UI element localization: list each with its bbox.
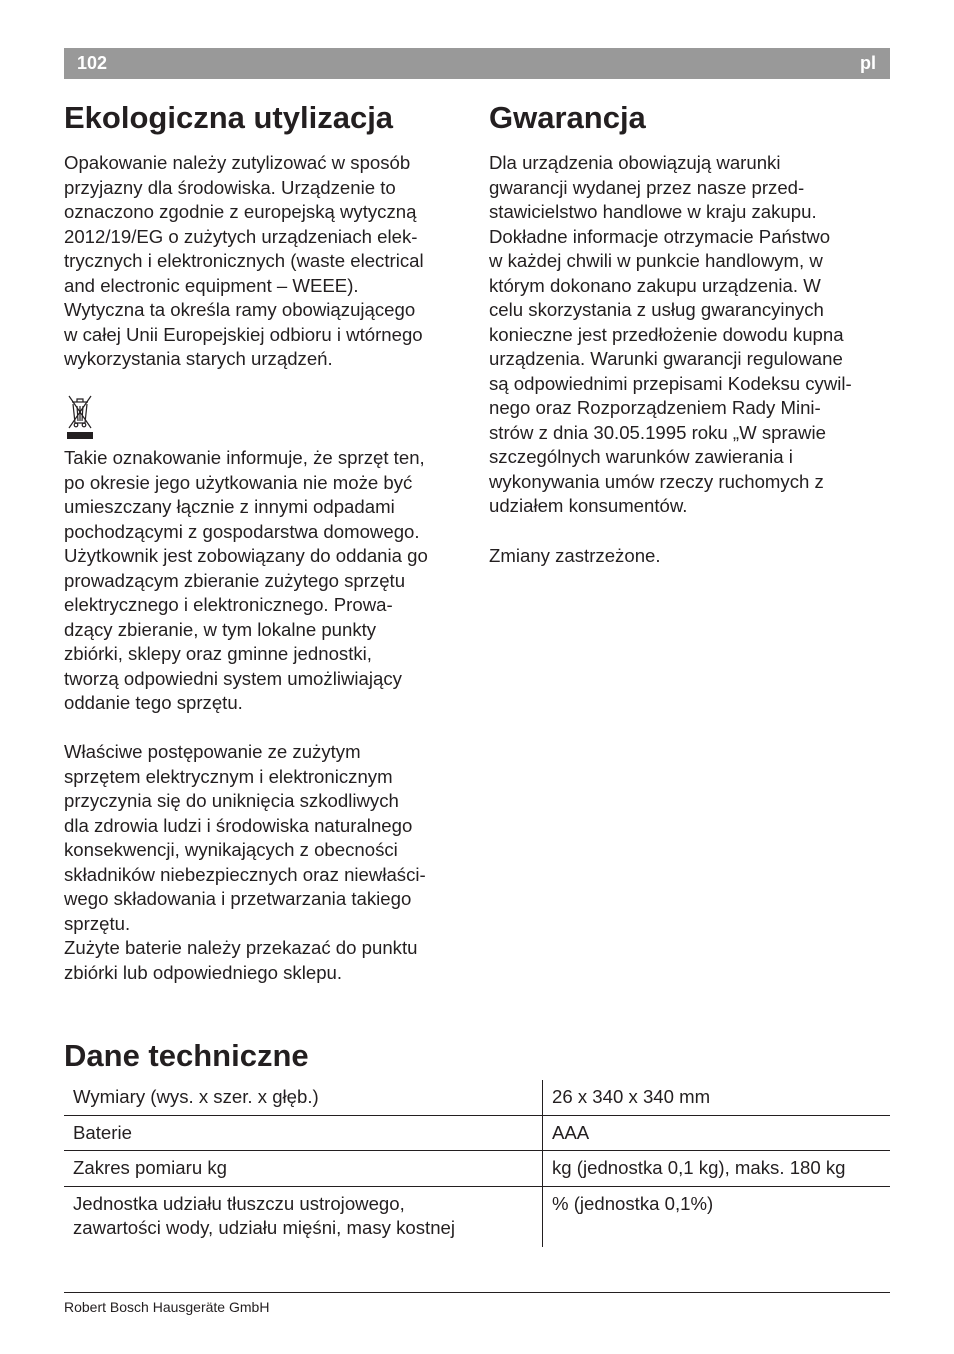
page-header-bar — [64, 48, 890, 79]
footer-divider — [64, 1292, 890, 1293]
disposal-paragraph-3: Właściwe postępowanie ze zużytym sprzętem elektrycznym i elektronicznym przyczynia się do uniknięcia szkodliwych dla zdrowia ludzi i środowiska naturalnego konsekwencji, wynikających z obecności składników niebezpiecznych oraz niewłaści- wego składowania i przetwarzania takiego sprzętu. Zużyte baterie należy przekazać do punktu zbiórki lub odpowiedniego sklepu. — [64, 741, 426, 983]
warranty-paragraph-1: Dla urządzenia obowiązują warunki gwarancji wydanej przez nasze przed- stawicielstwo handlowe w kraju zakupu. Dokładne informacje otrzymacie Państwo w każdej chwili w punkcie handlowym, w którym dokonano zakupu urządzenia. W celu skorzystania z usług gwarancyinych konieczne jest przedłożenie dowodu kupna urządzenia. Warunki gwarancji regulowane są odpowiednimi przepisami Kodeksu cywil- nego oraz Rozporządzeniem Rady Mini- strów z dnia 30.05.1995 roku „W sprawie szczególnych warunków zawierania i wykonywania umów rzeczy ruchomych z udziałem konsumentów. — [489, 152, 852, 516]
spec-value: AAA — [543, 1115, 891, 1151]
disposal-paragraph-2: Takie oznakowanie informuje, że sprzęt ten, po okresie jego użytkowania nie może być umieszczany łącznie z innymi odpadami pochodzącymi z gospodarstwa domowego. Użytkownik jest zobowiązany do oddania go prowadzącym zbieranie zużytego sprzętu elektrycznego i elektronicznego. Prowa- dzący zbieranie, w tym lokalne punkty zbiórki, sklepy oraz gminne jednostki, tworzą odpowiedni system umożliwiający oddanie tego sprzętu. — [64, 447, 428, 713]
spec-value: kg (jednostka 0,1 kg), maks. 180 kg — [543, 1151, 891, 1187]
table-row — [64, 1186, 890, 1247]
language-code: pl — [860, 53, 876, 73]
crossed-out-wheelie-bin-icon — [66, 394, 94, 442]
spec-label: Zakres pomiaru kg — [64, 1151, 543, 1187]
spec-label: Jednostka udziału tłuszczu ustrojowego, zawartości wody, udziału mięśni, masy kostnej — [64, 1186, 543, 1247]
spec-label: Wymiary (wys. x szer. x głęb.) — [64, 1080, 543, 1115]
table-row — [64, 1115, 890, 1151]
spec-value: % (jednostka 0,1%) — [552, 1192, 714, 1214]
specs-table — [64, 1080, 890, 1247]
disposal-paragraph-1: Opakowanie należy zutylizować w sposób przyjazny dla środowiska. Urządzenie to oznaczono zgodnie z europejską wytyczną 2012/19/EG o zużytych urządzeniach elek- trycznych i elektronicznych (waste electrical and electronic equipment – WEEE). Wytyczna ta określa ramy obowiązującego w całej Unii Europejskiej odbioru i wtórnego wykorzystania starych urządzeń. — [64, 152, 424, 369]
table-row — [64, 1151, 890, 1187]
warranty-paragraph-2: Zmiany zastrzeżone. — [489, 545, 661, 566]
spec-label: Baterie — [64, 1115, 543, 1151]
spec-value: 26 x 340 x 340 mm — [543, 1080, 891, 1115]
warranty-heading: Gwarancja — [489, 100, 646, 135]
page-number: 102 — [77, 53, 108, 73]
disposal-heading: Ekologiczna utylizacja — [64, 100, 394, 135]
table-row — [64, 1080, 890, 1115]
specs-heading: Dane techniczne — [64, 1038, 309, 1073]
footer-company: Robert Bosch Hausgeräte GmbH — [64, 1299, 270, 1315]
